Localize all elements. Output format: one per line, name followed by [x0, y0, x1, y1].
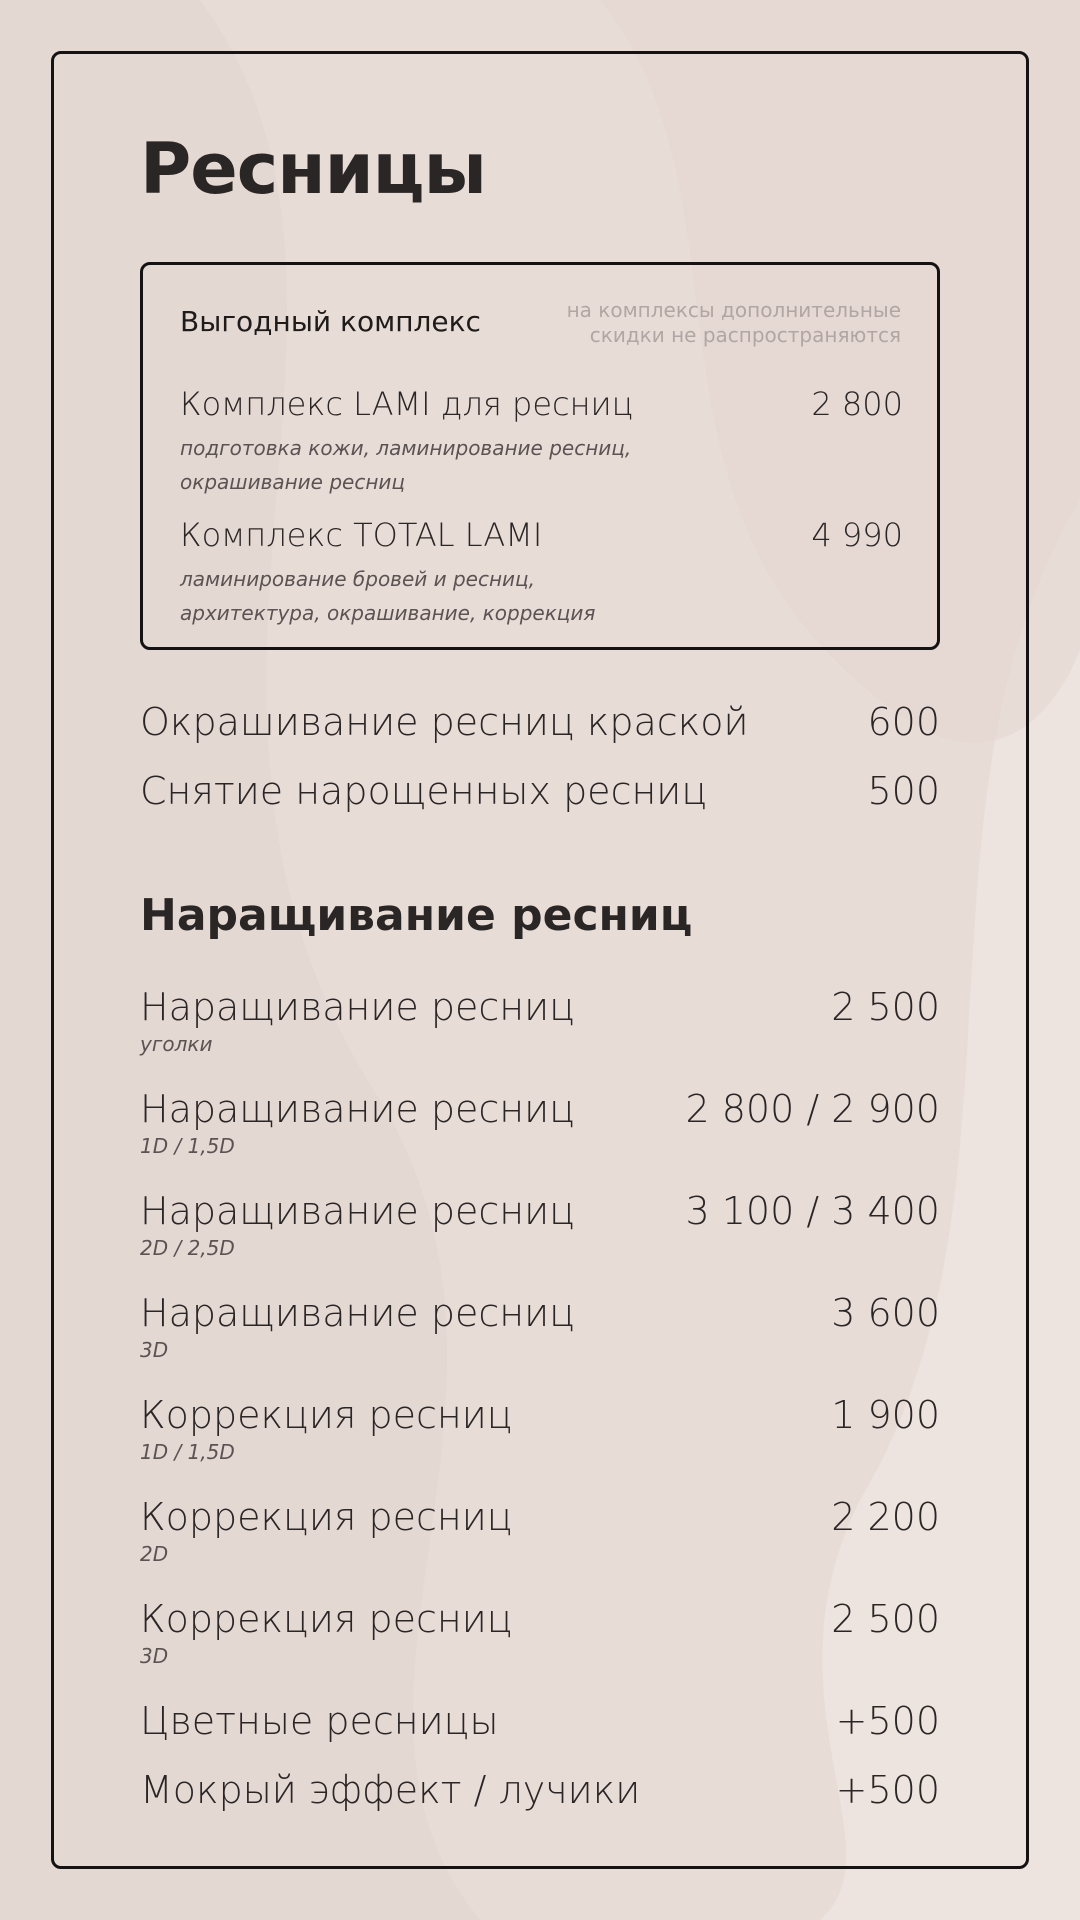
page-title: Ресницы [140, 128, 486, 210]
service-subtitle: 2D [140, 1542, 169, 1566]
combo-item-description: подготовка кожи, ламинирование ресниц, окрашивание ресниц [180, 436, 632, 494]
service-row [140, 1087, 940, 1158]
service-row [140, 769, 940, 819]
service-name: Наращивание ресниц [140, 985, 575, 1029]
combo-note: на комплексы дополнительные скидки не распространяются [566, 298, 901, 347]
service-price: 3 100 / 3 400 [685, 1189, 940, 1233]
combo-title: Выгодный комплекс [180, 305, 481, 338]
service-price: 500 [867, 769, 940, 813]
service-price: +500 [835, 1699, 940, 1743]
service-name: Снятие нарощенных ресниц [140, 769, 708, 813]
service-subtitle: уголки [140, 1032, 213, 1056]
combo-item-name: Комплекс TOTAL LAMI [180, 516, 543, 554]
combo-item-price: 4 990 [811, 516, 903, 554]
service-name: Наращивание ресниц [140, 1291, 575, 1335]
service-name: Окрашивание ресниц краской [140, 700, 749, 744]
service-row [140, 700, 940, 750]
section-title: Наращивание ресниц [140, 890, 693, 941]
service-row [140, 1291, 940, 1362]
service-price: 2 200 [831, 1495, 940, 1539]
service-price: 3 600 [831, 1291, 940, 1335]
service-row [140, 1495, 940, 1566]
service-name: Наращивание ресниц [140, 1189, 575, 1233]
service-price: 600 [867, 700, 940, 744]
service-name: Коррекция ресниц [140, 1393, 513, 1437]
service-name: Коррекция ресниц [140, 1597, 513, 1641]
service-row [140, 1699, 940, 1749]
service-row [140, 1189, 940, 1260]
service-row [140, 1597, 940, 1668]
combo-box [140, 262, 940, 650]
service-price: 2 800 / 2 900 [685, 1087, 940, 1131]
service-price: 2 500 [831, 985, 940, 1029]
price-list [140, 0, 940, 1920]
service-row [140, 1393, 940, 1464]
service-subtitle: 3D [140, 1644, 169, 1668]
service-subtitle: 1D / 1,5D [140, 1134, 235, 1158]
combo-item-description: ламинирование бровей и ресниц, архитектура, окрашивание, коррекция [180, 567, 596, 625]
service-name: Коррекция ресниц [140, 1495, 513, 1539]
service-subtitle: 1D / 1,5D [140, 1440, 235, 1464]
service-row [140, 985, 940, 1056]
service-subtitle: 3D [140, 1338, 169, 1362]
service-price: 1 900 [831, 1393, 940, 1437]
service-subtitle: 2D / 2,5D [140, 1236, 235, 1260]
service-name: Цветные ресницы [140, 1699, 499, 1743]
combo-item-name: Комплекс LAMI для ресниц [180, 385, 634, 423]
service-row [140, 1768, 940, 1818]
service-name: Мокрый эффект / лучики [140, 1768, 641, 1812]
combo-item-price: 2 800 [811, 385, 903, 423]
service-name: Наращивание ресниц [140, 1087, 575, 1131]
service-price: 2 500 [831, 1597, 940, 1641]
service-price: +500 [835, 1768, 940, 1812]
